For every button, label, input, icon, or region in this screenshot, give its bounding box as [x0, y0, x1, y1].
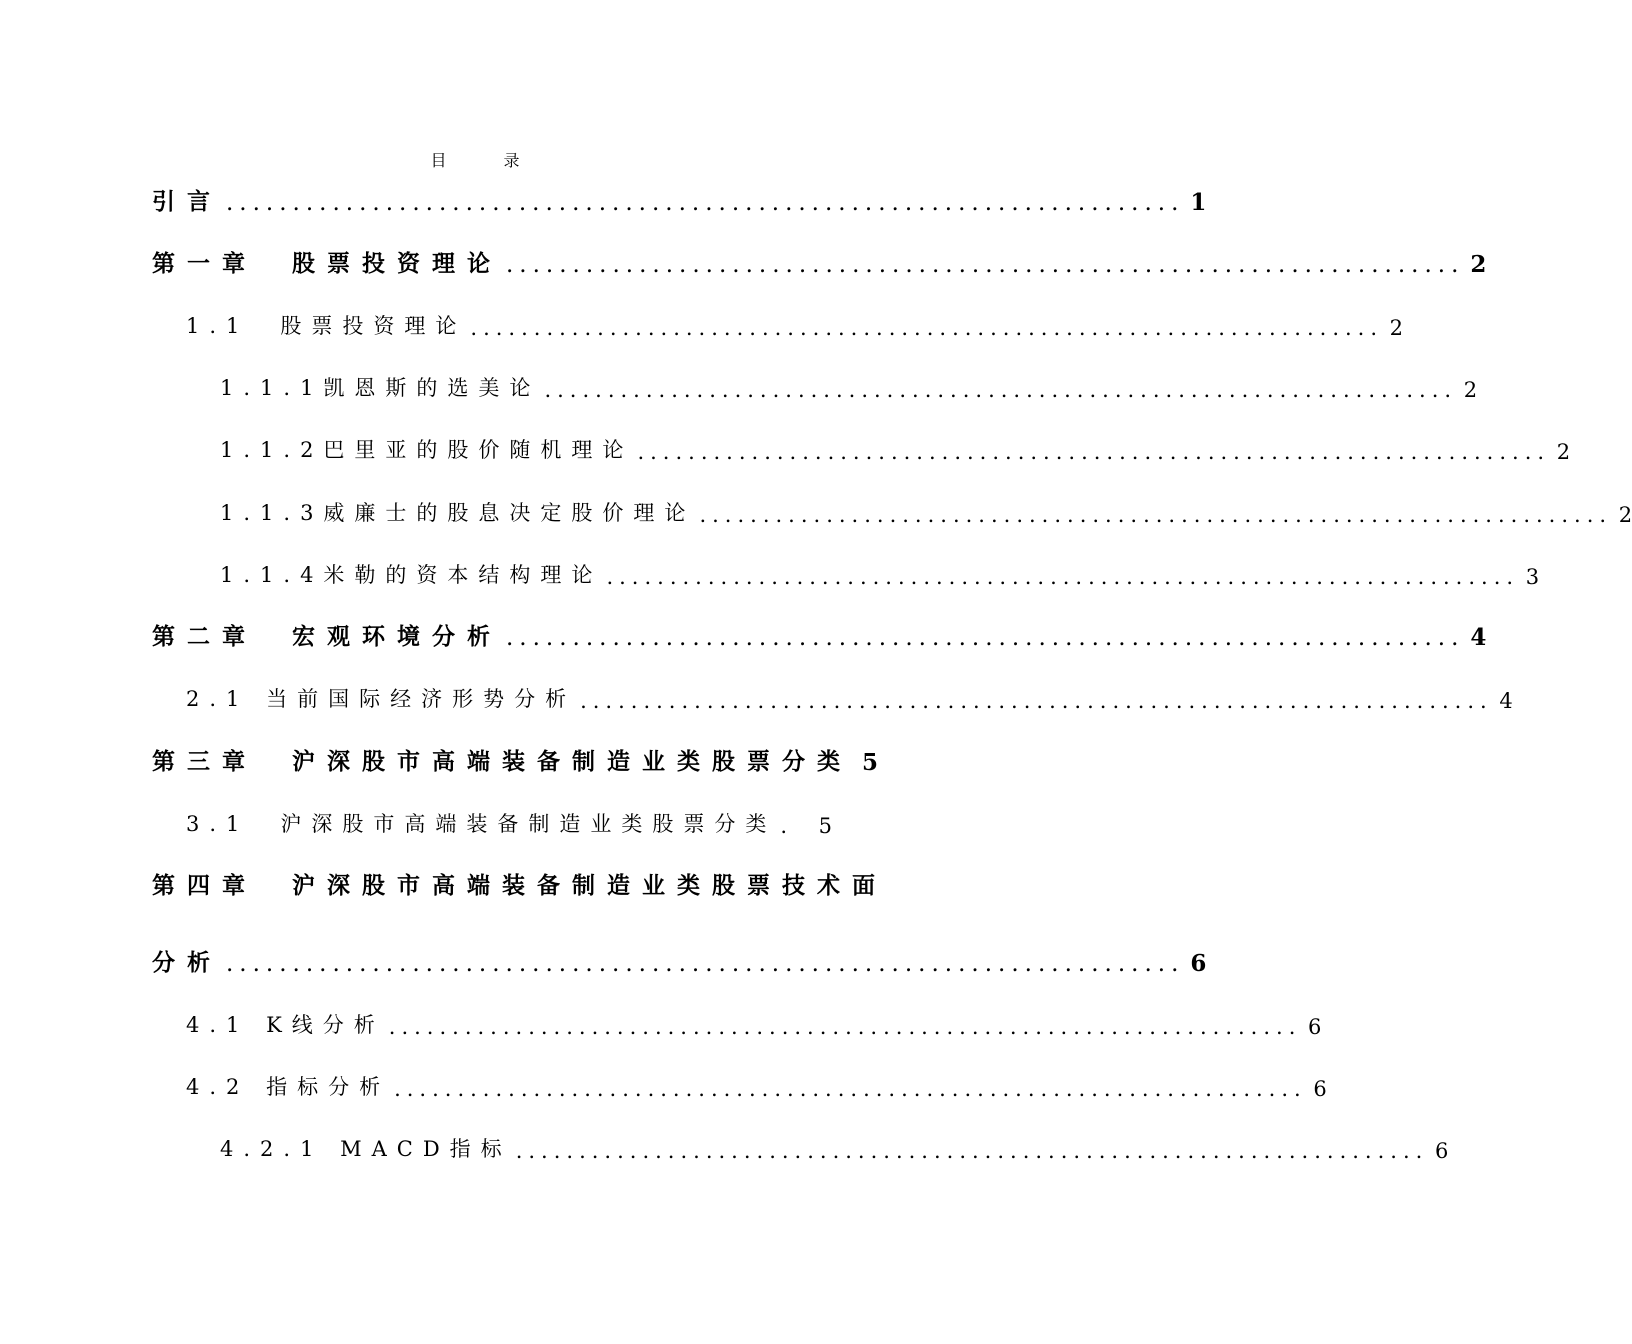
toc-entry-label: 4.2.1 MACD指标 — [220, 1137, 512, 1161]
toc-entry-1-1[interactable] — [186, 300, 1404, 340]
toc-page-number: 2 — [1463, 378, 1478, 402]
toc-entry-label: 2.1 当前国际经济形势分析 — [186, 687, 577, 711]
toc-entry-chapter-4-line1[interactable]: 第四章 沪深股市高端装备制造业类股票技术面 — [152, 872, 887, 899]
toc-entry-chapter-1[interactable] — [152, 238, 1487, 278]
toc-page-number: 2 — [1618, 503, 1632, 527]
toc-entry-chapter-3[interactable] — [152, 736, 879, 776]
dot-leader: ........................................................................ — [515, 1139, 1429, 1163]
toc-entry-1-1-3[interactable] — [220, 487, 1632, 527]
toc-page-number: 2 — [1470, 251, 1487, 278]
dot-leader: ........................................................................ — [470, 316, 1384, 340]
dot-leader: . — [780, 814, 794, 838]
toc-page-number: 3 — [1525, 565, 1540, 589]
toc-entry-3-1[interactable] — [186, 798, 832, 838]
toc-entry-label: 1.1.2巴里亚的股价随机理论 — [220, 438, 634, 462]
toc-page-number: 1 — [1190, 189, 1207, 216]
toc-entry-label: 第二章 宏观环境分析 — [152, 623, 502, 650]
toc-entry-1-1-2[interactable] — [220, 424, 1571, 464]
toc-entry-label: 第一章 股票投资理论 — [152, 250, 502, 277]
toc-entry-label: 1.1.1凯恩斯的选美论 — [220, 376, 541, 400]
toc-entry-chapter-4-line2[interactable] — [152, 937, 1207, 977]
toc-entry-1-1-4[interactable] — [220, 549, 1540, 589]
dot-leader: ........................................................................ — [506, 625, 1465, 651]
dot-leader: ........................................................................ — [226, 190, 1185, 216]
toc-entry-label: 1.1.4米勒的资本结构理论 — [220, 563, 603, 587]
toc-entry-label: 1.1 股票投资理论 — [186, 314, 467, 338]
toc-page-number: 2 — [1556, 440, 1571, 464]
toc-page-number: 2 — [1389, 316, 1404, 340]
dot-leader: ........................................................................ — [606, 565, 1520, 589]
dot-leader: ........................................................................ — [226, 951, 1185, 977]
toc-page-number: 4 — [1470, 624, 1487, 651]
toc-page-number: 4 — [1499, 689, 1513, 713]
dot-leader: ........................................................................ — [544, 378, 1458, 402]
dot-leader: ........................................................................ — [388, 1015, 1302, 1039]
toc-entry-4-2-1[interactable] — [220, 1123, 1449, 1163]
toc-entry-4-2[interactable] — [186, 1061, 1327, 1101]
toc-entry-label: 第三章 沪深股市高端装备制造业类股票分类 — [152, 748, 852, 775]
toc-page-number: 6 — [1190, 950, 1207, 977]
dot-leader: ........................................................................ — [637, 440, 1551, 464]
dot-leader: ........................................................................ — [506, 252, 1465, 278]
dot-leader: ........................................................................ — [394, 1077, 1307, 1101]
toc-entry-2-1[interactable] — [186, 673, 1513, 713]
toc-page-number: 5 — [862, 749, 879, 776]
toc-entry-label: 分析 — [152, 949, 222, 976]
toc-page-number: 6 — [1308, 1015, 1322, 1039]
toc-page-number: 5 — [818, 814, 832, 838]
toc-entry-label: 1.1.3威廉士的股息决定股价理论 — [220, 501, 696, 525]
dot-leader: ........................................................................ — [580, 689, 1493, 713]
toc-entry-chapter-2[interactable] — [152, 611, 1487, 651]
toc-entry-label: 4.1 K线分析 — [186, 1013, 385, 1037]
toc-entry-4-1[interactable] — [186, 999, 1322, 1039]
toc-entry-introduction[interactable] — [152, 176, 1207, 216]
toc-entry-label: 3.1 沪深股市高端装备制造业类股票分类 — [186, 812, 777, 836]
toc-entry-label: 引言 — [152, 188, 222, 215]
toc-title: 目 录 — [430, 151, 546, 170]
toc-page-number: 6 — [1313, 1077, 1327, 1101]
dot-leader: ........................................................................ — [699, 503, 1613, 527]
toc-entry-label: 4.2 指标分析 — [186, 1075, 391, 1099]
toc-page-number: 6 — [1434, 1139, 1449, 1163]
toc-entry-1-1-1[interactable] — [220, 362, 1478, 402]
